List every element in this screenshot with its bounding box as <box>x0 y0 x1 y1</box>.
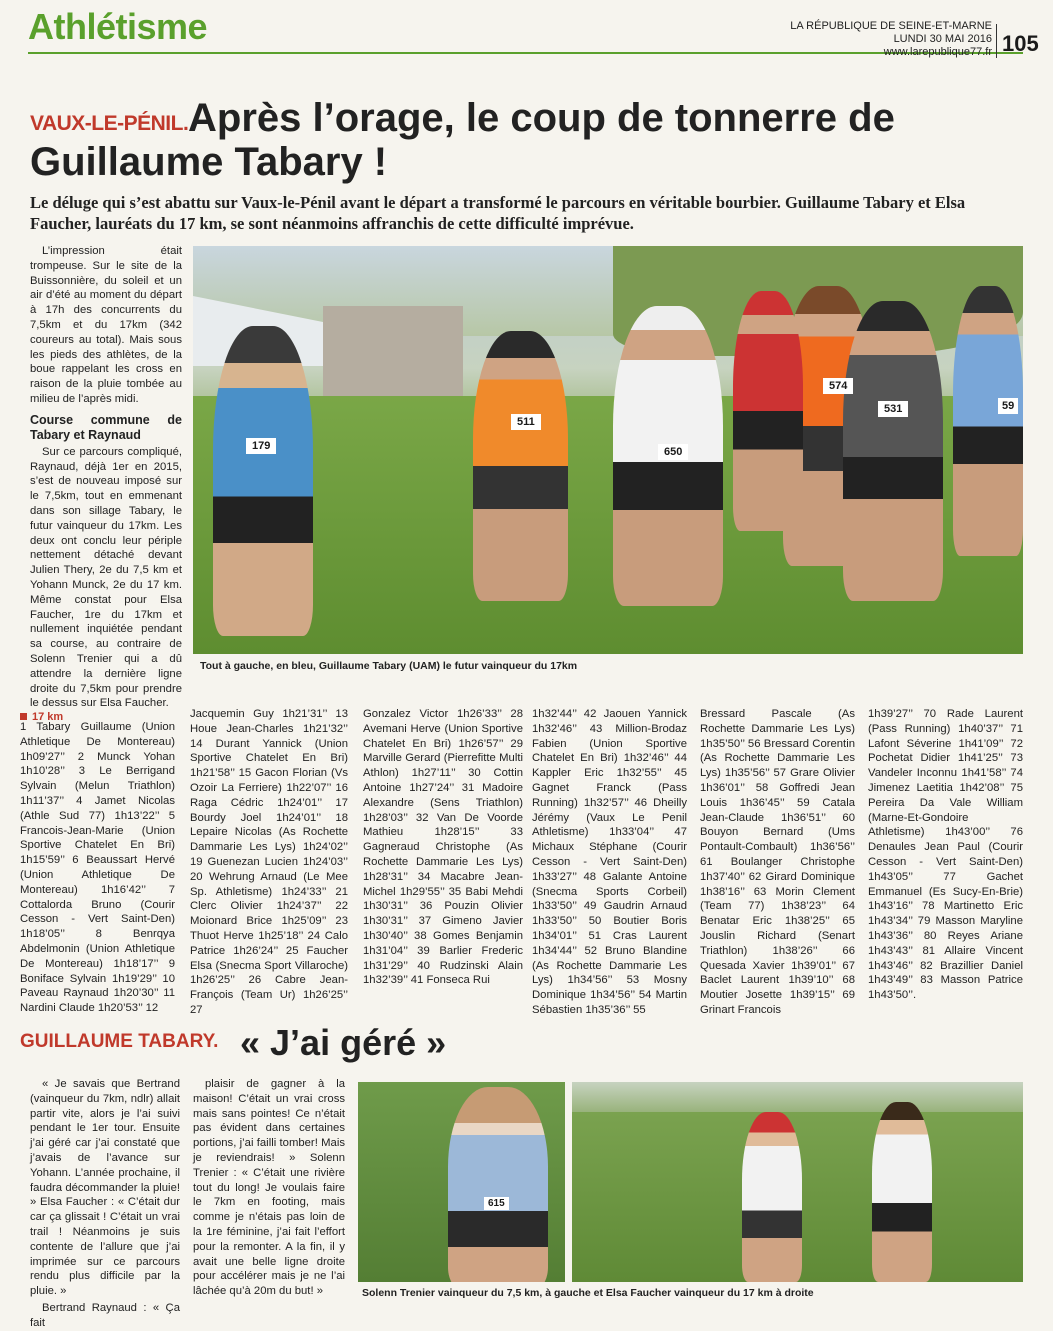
race-bib: 511 <box>511 414 541 430</box>
newspaper-masthead <box>720 20 992 59</box>
page-number: 105 <box>996 24 1039 58</box>
section-rubric: Athlétisme <box>28 6 208 47</box>
runner-elsa <box>742 1112 802 1282</box>
body-paragraph: L’impression était trompeuse. Sur le site de la Buissonnière, du soleil et un air d’été au moment du départ à 17h des concurrents du 7,5km et du 17km (342 coureurs au total). Mais sous les pieds des athlètes, de la boue rappelant les cross en raison de la pluie tombée au milieu de l’après midi. <box>30 245 182 405</box>
runner-solenn <box>448 1087 548 1282</box>
race-start-photo <box>193 246 1023 654</box>
interview-title: « J’ai géré » <box>240 1022 447 1063</box>
title-line-2: Guillaume Tabary ! <box>30 140 388 184</box>
interview-text: « Je savais que Bertrand (vainqueur du 7km, ndlr) allait partir vite, alors je l’ai suivi pendant le 1er tour. Ensuite j’ai géré car j’ai constaté que j’avais de l’avance sur Yohann. L’année prochaine, il faudra décommander la pluie! » Elsa Faucher : « C’était dur car ça glissait ! C’était un vrai trail ! Néanmoins je suis contente de l’allure que j’ai imprimée sur ce parcours rendu plus difficile par la pluie. » <box>30 1078 180 1298</box>
body-paragraph: Sur ce parcours compliqué, Raynaud, déjà 1er en 2015, s’est de nouveau imposé sur le 7,5km, tout en emmenant dans son sillage Tabary, le futur vainqueur du 17km. Les deux ont conclu leur périple nettement détaché devant Julien Thery, 2e du 7,5 km et Yohann Munck, 2e du 17 km. Même constat pour Elsa Faucher, 1re du 17km et nullement inquiétée pendant sa course, au contraire de Solenn Trenier qui a dû attendre la dernière ligne droite du 7,5km pour prendre le dessus sur Elsa Faucher. <box>30 445 182 710</box>
race-bib: 531 <box>878 401 908 417</box>
article-kicker: VAUX-LE-PÉNIL. <box>30 112 189 135</box>
runner-orange <box>473 331 568 601</box>
building <box>323 306 463 396</box>
photo-caption: Solenn Trenier vainqueur du 7,5 km, à gauche et Elsa Faucher vainqueur du 17 km à droite <box>362 1287 814 1299</box>
runner-man <box>872 1102 932 1282</box>
results-heading-label: 17 km <box>32 711 64 723</box>
article-lead: Le déluge qui s’est abattu sur Vaux-le-Pénil avant le départ a transformé le parcours en véritable bourbier. Guillaume Tabary et Elsa Faucher, lauréats du 17 km, se sont néanmoins affranchis de cette difficulté imprévue. <box>30 193 966 233</box>
paper-website[interactable]: www.larepublique77.fr <box>883 46 992 58</box>
runner-right <box>953 286 1023 556</box>
interview-text: plaisir de gagner à la maison! C’était un vrai cross mais sans pointes! Ce n’était pas évident dans certaines portions, j’ai failli tomber! Mais je reviendrais! » Solenn Trenier : « C’était une rivière tout du long! Je voulais faire le 7km en footing, mais comme je n’étais pas loin de la 1re féminine, j’ai fait l’effort pour la remonter. A la fin, il y avait une belle ligne droite pour accélérer mais je ne l’ai lâchée qu’à 20m du but! » <box>193 1078 345 1298</box>
race-bib: 615 <box>484 1197 509 1210</box>
results-column: 1 Tabary Guillaume (Union Athletique De Montereau) 1h09’27’’ 2 Munck Yohan 1h10’28’’ 3 Le Berrigand Sylvain (Melun Triathlon) 1h11’37’’ 4 Jamet Nicolas (Athle Sud 77) 1h13’22’’ 5 Francois-Jean-Marie (Union Sportive Chatelet En Bri) 1h15’59’’ 6 Beaussart Hervé (Union Athletique De Montereau) 1h16’42’’ 7 Cottalorda Bruno (Courir Cesson - Vert Saint-Den) 1h18’05’’ 8 Benrqya Abdelmonin (Union Athletique De Montereau) 1h18’17’’ 9 Boniface Sylvain 1h19’29’’ 10 Paveau Raynaud 1h20’30’’ 11 Nardini Claude 1h20’53’’ 12 <box>20 721 175 1015</box>
results-column: Bressard Pascale (As Rochette Dammarie Les Lys) 1h35’50’’ 56 Bressard Corentin (As Rochette Dammarie Les Lys) 1h35’56’’ 57 Grare Olivier 1h36’01’’ 58 Goffredi Jean Louis 1h36’45’’ 59 Catala Jean-Claude 1h36’51’’ 60 Bouyon Bernard (Ums Pontault-Combault) 1h36’56’’ 61 Boulanger Christophe 1h37’40’’ 62 Girard Dominique 1h38’16’’ 63 Morin Clement (Team 77) 1h38’23’’ 64 Benatar Eric 1h38’25’’ 65 Jouslin Richard (Senart Triathlon) 1h38’26’’ 66 Quesada Xavier 1h39’01’’ 67 Baclet Laurent 1h39’10’’ 68 Moutier Josette 1h39’15’’ 69 Grinart Francois <box>700 708 855 1016</box>
title-line-1: Après l’orage, le coup de tonnerre de <box>188 96 895 140</box>
interview-column <box>30 1077 180 1331</box>
photo-elsa-faucher <box>572 1082 1023 1282</box>
runner-grey <box>843 301 943 601</box>
race-bib: 650 <box>658 444 688 460</box>
race-bib: 574 <box>823 378 853 394</box>
runner-red <box>733 291 803 531</box>
runner-blue <box>213 326 313 636</box>
race-bib: 59 <box>998 398 1018 414</box>
paper-name: LA RÉPUBLIQUE DE SEINE-ET-MARNE <box>790 20 992 32</box>
article-subhead: Course commune de Tabary et Raynaud <box>30 412 182 442</box>
results-column: 1h32’44’’ 42 Jaouen Yannick 1h32’46’’ 43 Million-Brodaz Fabien (Union Sportive Chatelet En Bri) 1h32’46’’ 44 Kappler Eric 1h32’55’’ 45 Gagnet Franck (Pass Running) 1h32’57’’ 46 Dheilly Jérémy (Vaux Le Penil Athletisme) 1h33’04’’ 47 Michaux Stéphane (Courir Cesson - Vert Saint-Den) 1h33’27’’ 48 Galante Antoine (Snecma Sports Corbeil) 1h33’50’’ 49 Gaudrin Arnaud 1h33’50’’ 50 Boutier Boris 1h34’01’’ 51 Cras Laurent 1h34’44’’ 52 Bruno Blandine (As Rochette Dammarie Les Lys) 1h34’56’’ 53 Mosny Dominique 1h34’56’’ 54 Martin Sébastien 1h35’36’’ 55 <box>532 708 687 1016</box>
race-bib: 179 <box>246 438 276 454</box>
article-title <box>30 96 1030 184</box>
results-bullet-icon <box>20 713 27 720</box>
paper-date: LUNDI 30 MAI 2016 <box>893 33 992 45</box>
interview-column <box>193 1077 345 1299</box>
interview-partial-line: Bertrand Raynaud : « Ça fait <box>30 1301 180 1329</box>
article-body-column <box>30 244 182 711</box>
interview-kicker: GUILLAUME TABARY. <box>20 1031 219 1052</box>
results-column: Gonzalez Victor 1h26’33’’ 28 Avemani Herve (Union Sportive Chatelet En Bri) 1h26’57’’ 29 Marville Gerard (Pierrefitte Multi Athlon) 1h27’11’’ 30 Cottin Antoine 1h27’24’’ 31 Madoire Alexandre (Sens Triathlon) 1h28’03’’ 32 Van De Voorde Mathieu 1h28’15’’ 33 Gagneraud Christophe (As Rochette Dammarie Les Lys) 1h28’31’’ 34 Macabre Jean-Michel 1h29’55’’ 35 Babi Mehdi 1h30’31’’ 36 Pouzin Olivier 1h30’31’’ 37 Gimeno Javier 1h30’40’’ 38 Gomes Benjamin 1h31’04’’ 39 Barlier Frederic 1h31’29’’ 40 Rudzinski Alain 1h32’39’’ 41 Fonseca Rui <box>363 708 523 987</box>
results-column: Jacquemin Guy 1h21’31’’ 13 Houe Jean-Charles 1h21’32’’ 14 Durant Yannick (Union Sportive Chatelet En Bri) 1h21’58’’ 15 Gacon Florian (Vs Ozoir La Ferriere) 1h22’07’’ 16 Raga Cédric 1h24’01’’ 17 Bourdy Joel 1h24’01’’ 18 Lepaire Nicolas (As Rochette Dammarie Les Lys) 1h24’02’’ 19 Guenezan Lucien 1h24’03’’ 20 Wehrung Arnaud (Le Mee Sp. Athletisme) 1h24’33’’ 21 Clerc Olivier 1h24’37’’ 22 Moionard Brice 1h25’09’’ 23 Thuot Herve 1h25’18’’ 24 Calo Patrice 1h26’24’’ 25 Faucher Elsa (Snecma Sport Villaroche) 1h26’25’’ 26 Cabre Jean-François (Team Ur) 1h26’25’’ 27 <box>190 708 348 1016</box>
results-column: 1h39’27’’ 70 Rade Laurent (Pass Running) 1h40’37’’ 71 Lafont Séverine 1h41’09’’ 72 Pochetat Didier 1h41’25’’ 73 Vandeler Inconnu 1h41’58’’ 74 Jimenez Laetitia 1h42’08’’ 75 Pereira Da Vale William (Marne-Et-Gondoire Athletisme) 1h43’00’’ 76 Denaules Jean Paul (Courir Cesson - Vert Saint-Den) 1h43’05’’ 77 Gachet Emmanuel (Es Sucy-En-Brie) 1h43’16’’ 78 Martinetto Eric 1h43’34’’ 79 Masson Maryline 1h43’36’’ 80 Reyes Ariane 1h43’43’’ 81 Allaire Vincent 1h43’46’’ 82 Brazillier Daniel 1h43’49’’ 83 Masson Patrice 1h43’50’’. <box>868 708 1023 1002</box>
photo-caption: Tout à gauche, en bleu, Guillaume Tabary (UAM) le futur vainqueur du 17km <box>200 660 578 672</box>
photo-solenn-trenier <box>358 1082 565 1282</box>
